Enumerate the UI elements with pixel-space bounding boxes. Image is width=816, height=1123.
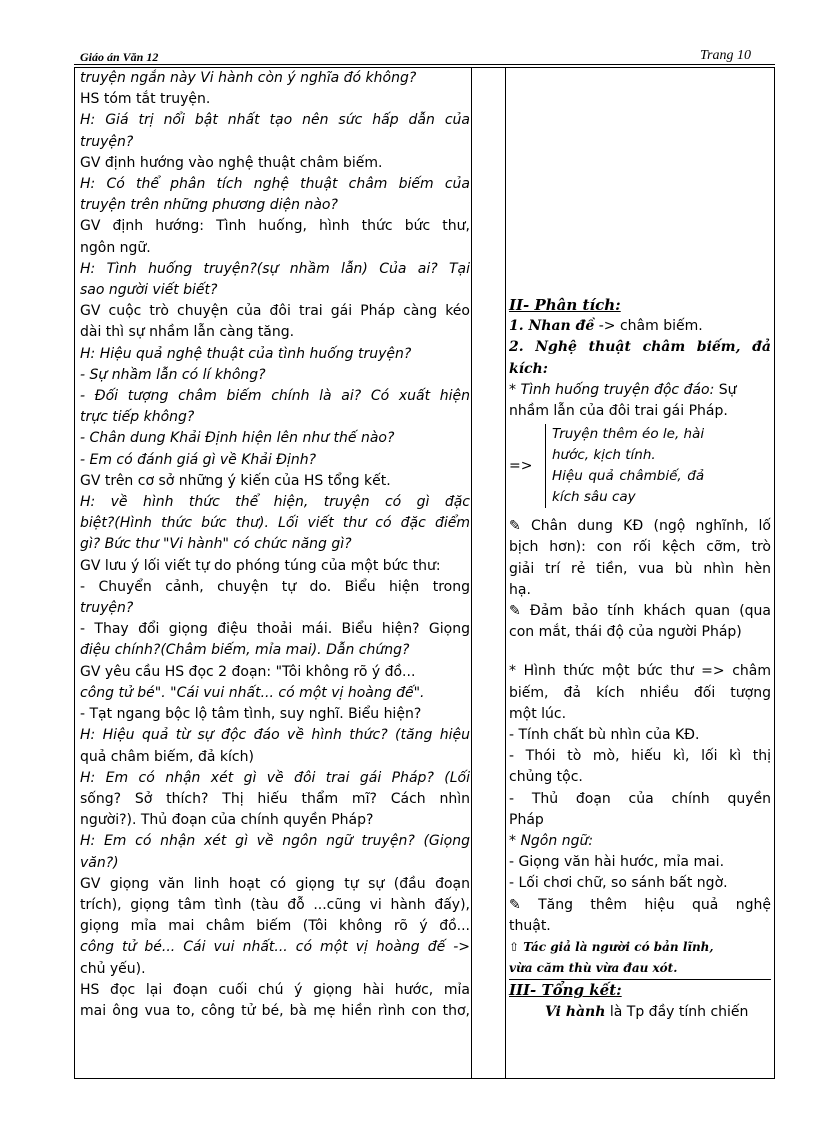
item-2-label-cont: kích: <box>509 360 548 377</box>
lesson-table <box>74 67 775 1079</box>
text-line: - Sự nhầm lẫn có lí không? <box>80 366 266 383</box>
form-line: một lúc. <box>509 705 567 722</box>
teacher-activity-column <box>80 68 470 1022</box>
section-3-title: III- Tổng kết: <box>509 981 622 1000</box>
bullet-item: - Thói tò mò, hiếu kì, lối kì thị <box>509 748 771 765</box>
text-line: HS tóm tắt truyện. <box>80 91 211 108</box>
doc-header-left: Giáo án Văn 12 <box>80 50 159 64</box>
objective-line: ✎ Đảm bảo tính khách quan (qua <box>509 603 771 620</box>
text-line: GV định hướng: Tình huống, hình thức bức thư, <box>80 218 470 235</box>
text-line: H: Em có nhận xét gì về ngôn ngữ truyện? (Giọng <box>80 833 470 850</box>
text-line: gì? Bức thư "Vi hành" có chức năng gì? <box>80 536 352 553</box>
text-line: sống? Sở thích? Thị hiếu thẩm mĩ? Cách nhìn <box>80 790 470 807</box>
text-line: ngôn ngữ. <box>80 239 151 256</box>
text-line: truyện ngắn này Vi hành còn ý nghĩa đó không? <box>80 70 417 86</box>
bullet-item: Pháp <box>509 811 544 828</box>
brace-line: kích sâu cay <box>552 489 636 506</box>
text-line: H: Hiệu quả từ sự độc đáo về hình thức? (tăng hiệu <box>80 727 470 744</box>
header-rule <box>74 64 775 65</box>
text-line: truyện trên những phương diện nào? <box>80 197 338 214</box>
portrait-line: giải trí rẻ tiền, vua bù nhìn hèn <box>509 560 771 577</box>
language-line: ✎ Tăng thêm hiệu quả nghệ <box>509 896 771 913</box>
portrait-line: hạ. <box>509 581 531 598</box>
text-line: GV cuộc trò chuyện của đôi trai gái Pháp càng kéo <box>80 303 470 320</box>
text-line: biệt?(Hình thức bức thư). Lối viết thư có đặc điểm <box>80 515 470 532</box>
text-line: H: Giá trị nổi bật nhất tạo nên sức hấp dẫn của <box>80 112 470 129</box>
brace-line: hước, kịch tính. <box>552 447 656 464</box>
text-line: người?). Thủ đoạn của chính quyền Pháp? <box>80 812 374 829</box>
text-line: GV định hướng vào nghệ thuật châm biếm. <box>80 154 383 171</box>
text-line: mai ông vua to, công tử bé, bà mẹ hiền rình con thơ, <box>80 1002 470 1019</box>
text-line: H: Hiệu quả nghệ thuật của tình huống truyện? <box>80 345 412 362</box>
author-line: ⇧ Tác giả là người có bản lĩnh, <box>509 940 714 955</box>
consequence-brace <box>509 424 771 508</box>
summary-text: là Tp đầy tính chiến <box>605 1003 749 1020</box>
situation-label: * Tình huống truyện độc đáo: <box>509 381 715 398</box>
portrait-line: bịch hơn): con rối kệch cỡm, trò <box>509 539 771 556</box>
text-line: văn?) <box>80 854 119 871</box>
text-line: GV yêu cầu HS đọc 2 đoạn: "Tôi không rõ ý đồ... <box>80 663 416 680</box>
text-line: H: Có thể phân tích nghệ thuật châm biếm của <box>80 176 470 193</box>
objective-line: con mắt, thái độ của người Pháp) <box>509 624 742 641</box>
text-line: truyện? <box>80 600 134 617</box>
author-line: vừa căm thù vừa đau xót. <box>509 958 771 980</box>
text-line: H: về hình thức thể hiện, truyện có gì đặc <box>80 494 470 511</box>
item-2-label: 2. Nghệ thuật châm biếm, đả <box>509 339 771 356</box>
content-column <box>509 295 771 1023</box>
bullet-item: - Thủ đoạn của chính quyền <box>509 790 771 807</box>
text-line: HS đọc lại đoạn cuối chú ý giọng hài hước, mỉa <box>80 981 470 998</box>
column-divider <box>505 68 506 1078</box>
text-line: dài thì sự nhầm lẫn càng tăng. <box>80 324 295 341</box>
text-line: - Chuyển cảnh, chuyện tự do. Biểu hiện trong <box>80 578 470 595</box>
situation-text-cont: nhầm lẫn của đôi trai gái Pháp. <box>509 403 728 420</box>
text-line: H: Em có nhận xét gì về đôi trai gái Pháp? (Lối <box>80 769 470 786</box>
text-line: H: Tình huống truyện?(sự nhầm lẫn) Của ai? Tại <box>80 260 470 277</box>
bullet-item: chủng tộc. <box>509 769 583 786</box>
summary-title: Vi hành <box>545 1003 606 1020</box>
portrait-line: ✎ Chân dung KĐ (ngộ nghĩnh, lố <box>509 518 771 535</box>
text-line: - Em có đánh giá gì về Khải Định? <box>80 451 317 468</box>
text-line: - Thay đổi giọng điệu thoải mái. Biểu hiện? Giọng <box>80 621 470 638</box>
text-line: công tử bé... Cái vui nhất... có một vị hoàng đế -> <box>80 939 470 956</box>
section-2-title: II- Phân tích: <box>509 296 621 314</box>
text-line: sao người viết biết? <box>80 282 218 299</box>
text-line: - Tạt ngang bộc lộ tâm tình, suy nghĩ. Biểu hiện? <box>80 706 422 723</box>
text-line: truyện? <box>80 133 134 150</box>
language-title: * Ngôn ngữ: <box>509 833 594 850</box>
text-line: - Chân dung Khải Định hiện lên như thế nào? <box>80 430 395 447</box>
arrow-icon: => <box>509 457 533 474</box>
situation-text: Sự <box>714 381 737 398</box>
brace-line: Hiệu quả châmbiế, đả <box>552 468 705 485</box>
text-line: giọng mỉa mai châm biếm (Tôi không rõ ý đồ... <box>80 918 470 935</box>
item-1-text: -> châm biếm. <box>594 318 703 335</box>
text-line: điệu chính?(Châm biếm, mỉa mai). Dẫn chứng? <box>80 642 410 659</box>
item-1-label: 1. Nhan đề <box>509 318 595 335</box>
text-line: GV lưu ý lối viết tự do phóng túng của một bức thư: <box>80 557 441 574</box>
language-line: - Lối chơi chữ, so sánh bất ngờ. <box>509 875 728 892</box>
form-line: * Hình thức một bức thư => châm <box>509 663 771 680</box>
bullet-item: - Tính chất bù nhìn của KĐ. <box>509 727 700 744</box>
column-divider <box>471 68 472 1078</box>
text-line: trực tiếp không? <box>80 409 195 426</box>
text-line: GV trên cơ sở những ý kiến của HS tổng kết. <box>80 472 391 489</box>
language-line: - Giọng văn hài hước, mỉa mai. <box>509 854 725 871</box>
text-line: quả châm biếm, đả kích) <box>80 748 254 765</box>
page-number: Trang 10 <box>700 48 751 63</box>
text-line: chủ yếu). <box>80 960 146 977</box>
text-line: công tử bé". "Cái vui nhất... có một vị hoàng đế". <box>80 684 425 701</box>
form-line: biếm, đả kích nhiều đối tượng <box>509 684 771 701</box>
brace-line: Truyện thêm éo le, hài <box>552 426 705 443</box>
language-line: thuật. <box>509 917 551 934</box>
text-line: GV giọng văn linh hoạt có giọng tự sự (đầu đoạn <box>80 875 470 892</box>
text-line: - Đối tượng châm biếm chính là ai? Có xuất hiện <box>80 388 470 405</box>
text-line: trích), giọng tâm tình (tàu đỗ ...cũng vi hành đấy), <box>80 896 470 913</box>
